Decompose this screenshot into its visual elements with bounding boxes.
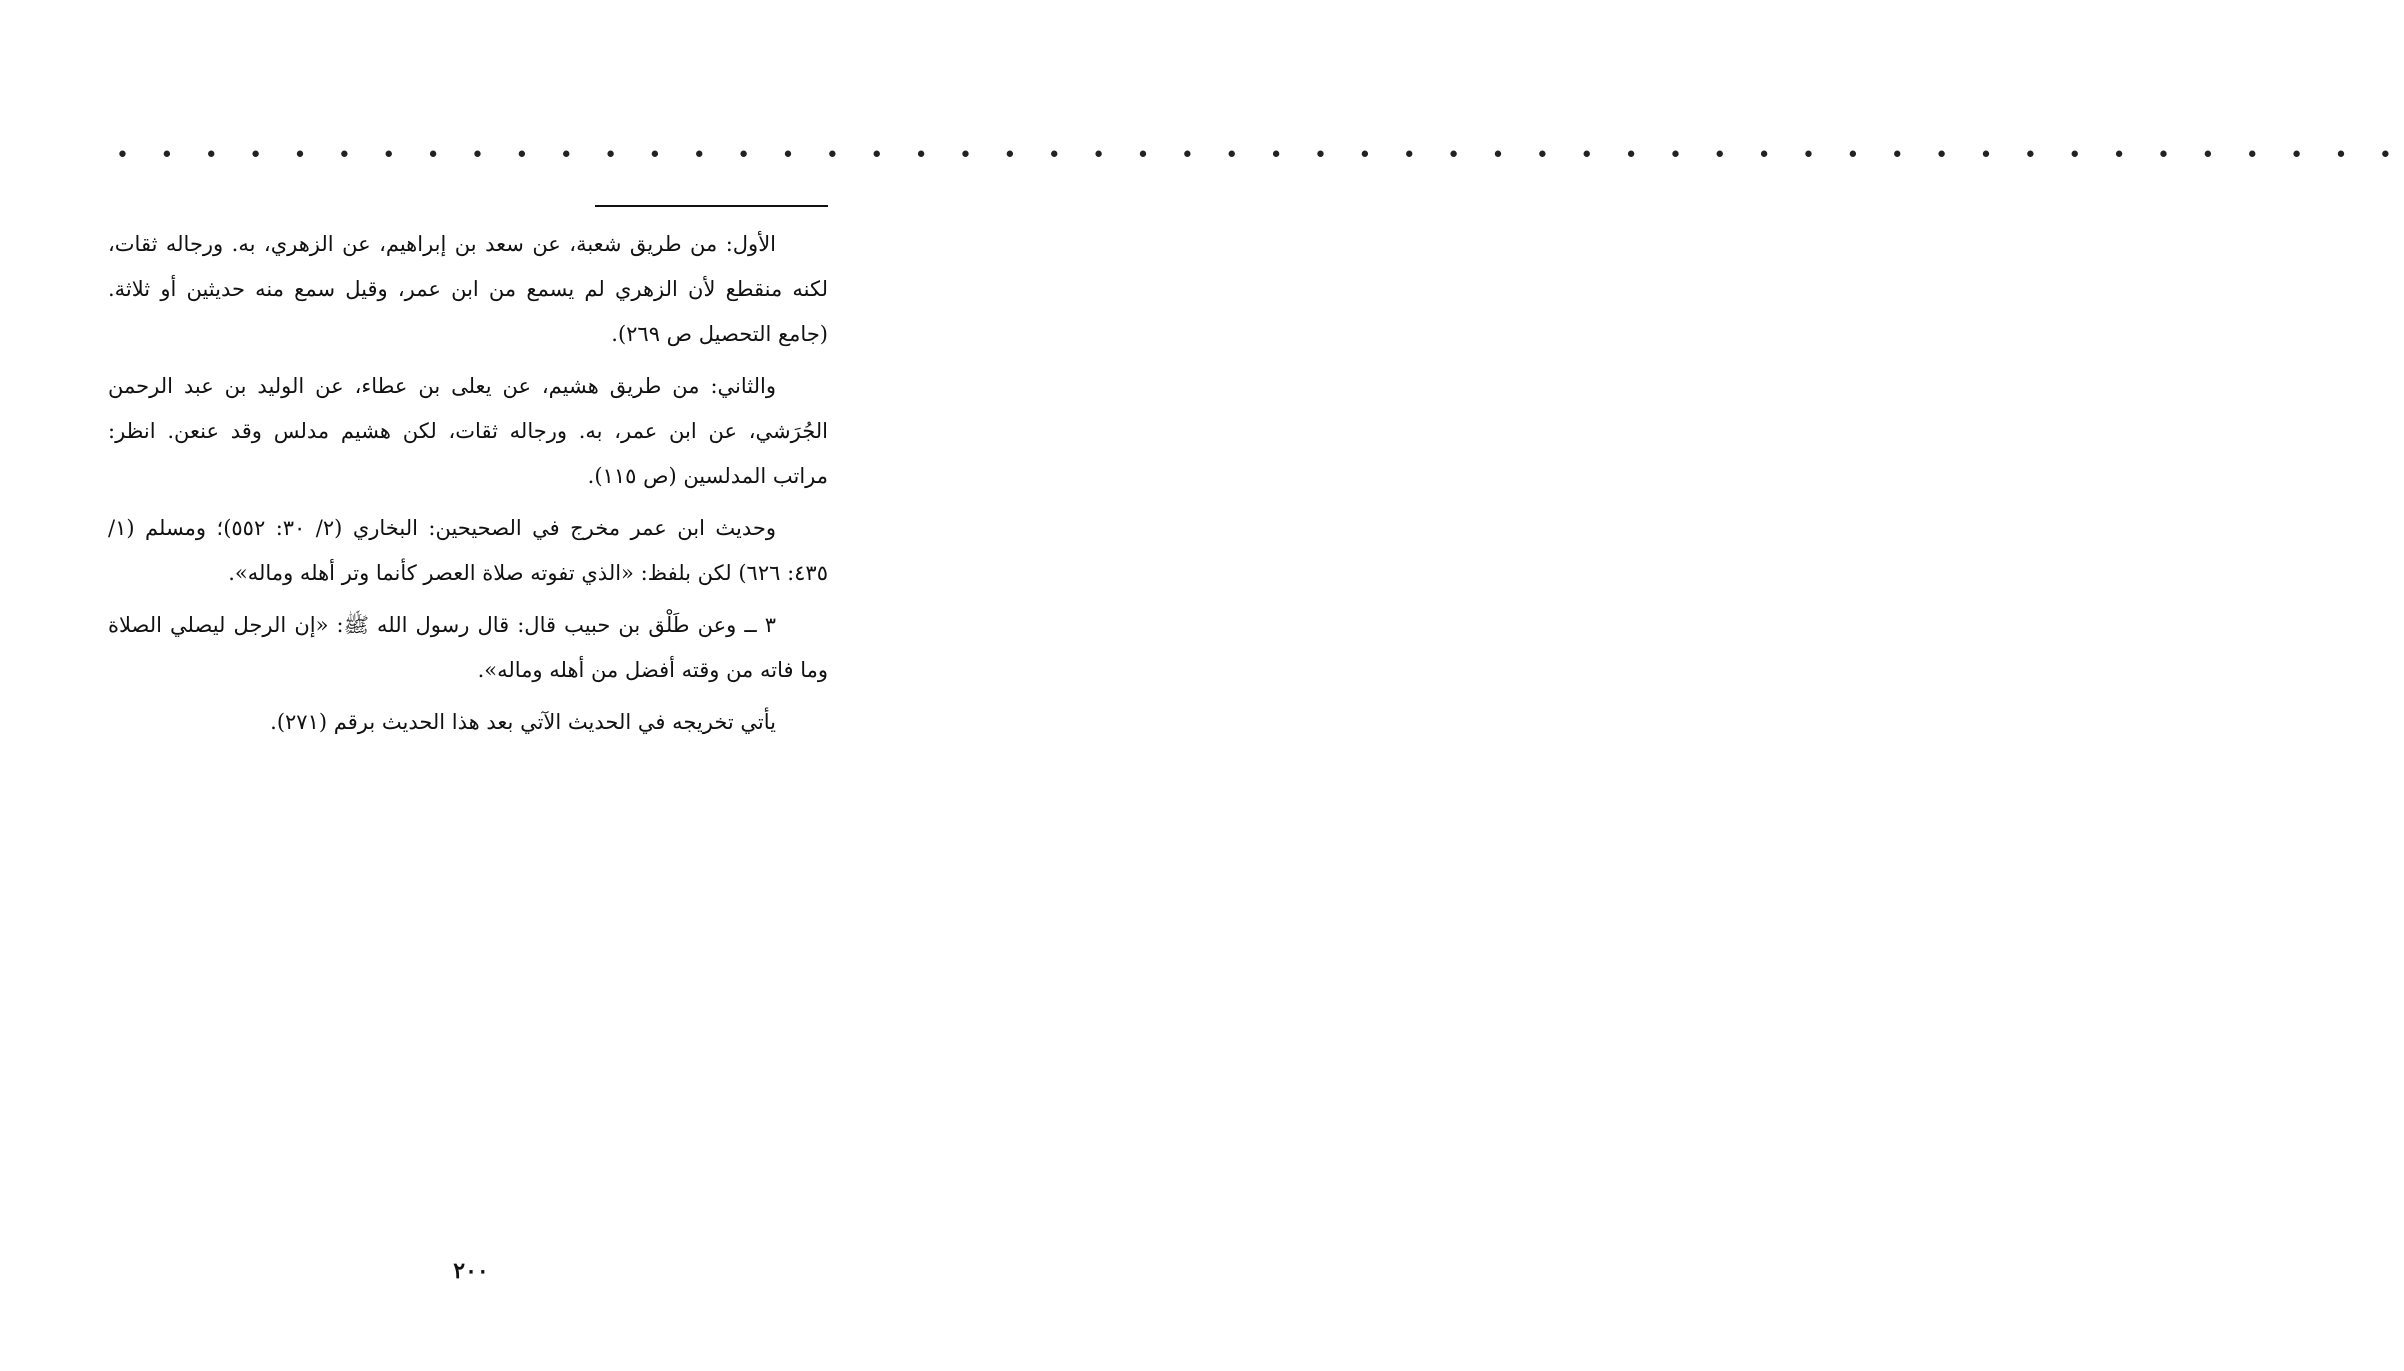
paragraph-first-route: الأول: من طريق شعبة، عن سعد بن إبراهيم، عن الزهري، به. ورجاله ثقات، لكنه منقطع لأن الزهري لم يسمع من ابن عمر، وقيل سمع منه حديثين أو ثلاثة. (جامع التحصيل ص ٢٦٩).: [108, 232, 828, 346]
footnote-rule: [595, 205, 828, 207]
paragraph-sahihayn: وحديث ابن عمر مخرج في الصحيحين: البخاري (٢/ ٣٠: ٥٥٢)؛ ومسلم (١/ ٤٣٥: ٦٢٦) لكن بلفظ: «الذي تفوته صلاة العصر كأنما وتر أهله وماله».: [108, 516, 828, 585]
dotted-separator: • • • • • • • • • • • • • • • • • • • • • • • • • • • • • • • • • • • • • • • • • • • • • • • • • • • •: [116, 143, 2404, 168]
page-number: ٢٠٠: [453, 1258, 489, 1284]
paragraph-second-route: والثاني: من طريق هشيم، عن يعلى بن عطاء، عن الوليد بن عبد الرحمن الجُرَشي، عن ابن عمر، به. ورجاله ثقات، لكن هشيم مدلس وقد عنعن. انظر: مراتب المدلسين (ص ١١٥).: [108, 374, 828, 488]
paragraph-hadith-3: ٣ ــ وعن طَلْق بن حبيب قال: قال رسول الله ﷺ: «إن الرجل ليصلي الصلاة وما فاته من وقته أفضل من أهله وماله».: [108, 613, 828, 682]
footnote-body: [108, 222, 828, 752]
paragraph-takhrij-note: يأتي تخريجه في الحديث الآتي بعد هذا الحديث برقم (٢٧١).: [270, 710, 776, 734]
